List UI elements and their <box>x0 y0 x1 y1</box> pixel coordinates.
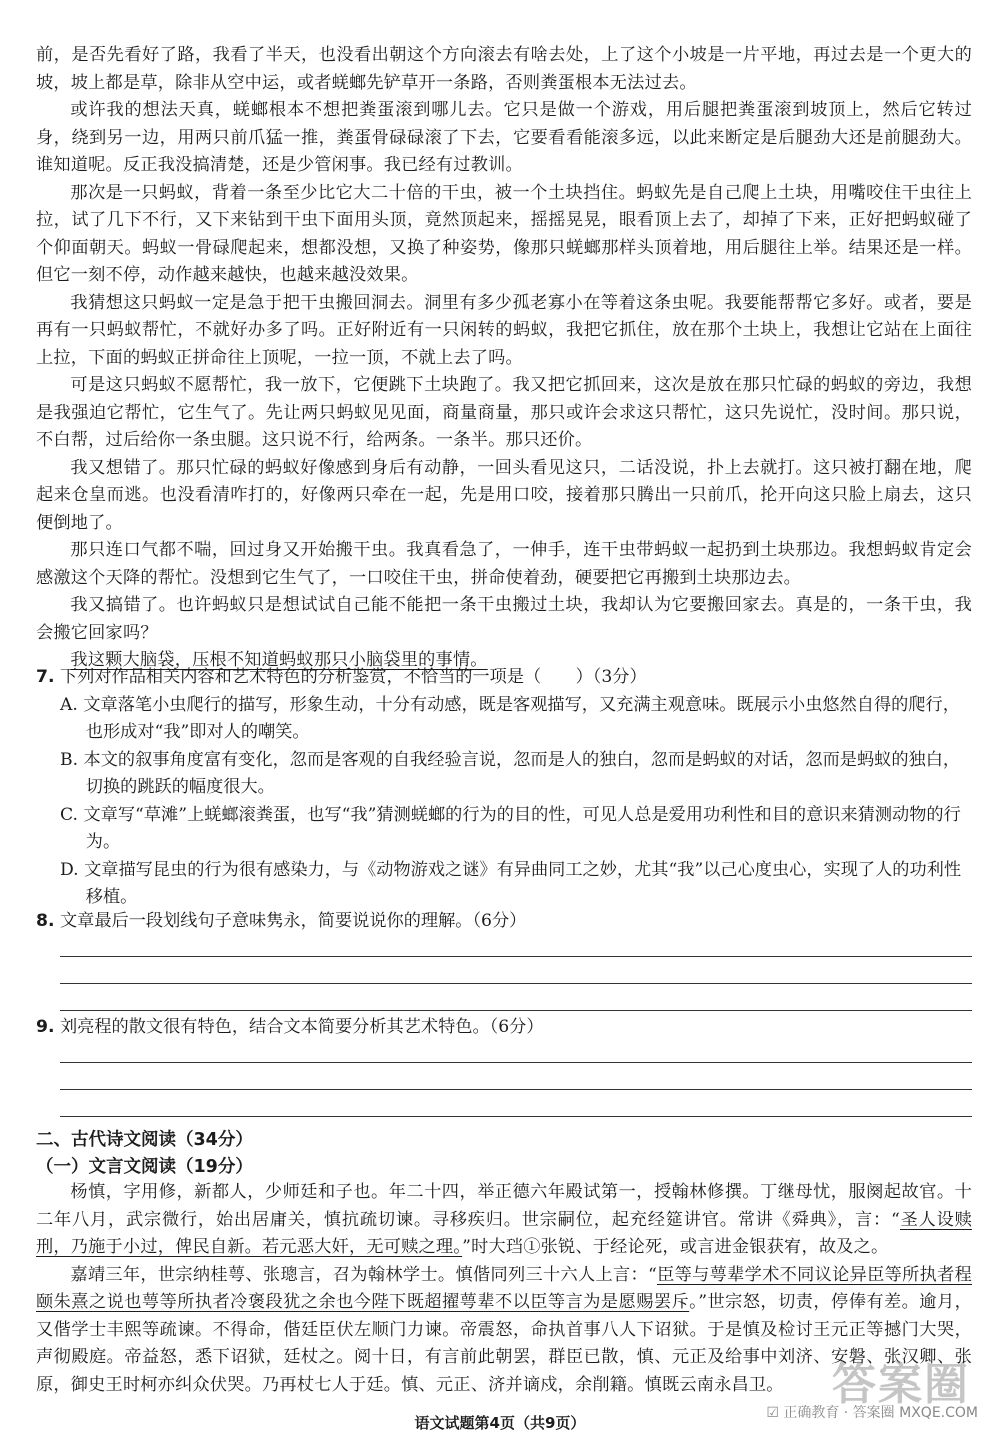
passage-paragraph: 那只连口气都不喘，回过身又开始搬干虫。我真看急了，一伸手，连干虫带蚂蚁一起扔到土块那边。我想蚂蚁肯定会感激这个天降的帮忙。没想到它生气了，一口咬住干虫，拼命使着劲，硬要把它再搬到土块那边去。 <box>36 540 972 588</box>
passage-paragraph: 或许我的想法天真，蜣螂根本不想把粪蛋滚到哪儿去。它只是做一个游戏，用后腿把粪蛋滚到坡顶上，然后它转过身，绕到另一边，用两只前爪猛一推，粪蛋骨碌碌滚了下去，它要看看能滚多远，以此来断定是后腿劲大还是前腿劲大。谁知道呢。反正我没搞清楚，还是少管闲事。我已经有过教训。 <box>36 100 972 175</box>
watermark-url: MXQE.COM <box>899 1405 978 1421</box>
question-stem: 下列对作品相关内容和艺术特色的分析鉴赏，不恰当的一项是（ ）（3分） <box>59 667 647 687</box>
question-number: 8. <box>36 911 55 931</box>
question-stem: 文章最后一段划线句子意味隽永，简要说说你的理解。（6分） <box>59 911 527 931</box>
underlined-sentence: 我这颗大脑袋，压根不知道蚂蚁那只小脑袋里的事情。 <box>70 650 488 670</box>
classical-text: ”时大珰①张锐、于经论死，或言进金银获宥，故及之。 <box>462 1237 889 1257</box>
reading-passage <box>36 42 972 675</box>
option-b[interactable]: B. 本文的叙事角度富有变化，忽而是客观的自我经验言说，忽而是人的独白，忽而是蚂蚁的对话，忽而是蚂蚁的独白，切换的跳跃的幅度很大。 <box>60 749 961 797</box>
option-d[interactable]: D. 文章描写昆虫的行为很有感染力，与《动物游戏之谜》有异曲同工之妙，尤其“我”以己心度虫心，实现了人的功利性移植。 <box>60 859 962 907</box>
classical-text: 嘉靖三年，世宗纳桂萼、张璁言，召为翰林学士。慎偕同列三十六人上言：“ <box>70 1264 657 1285</box>
watermark-text: 答案圈 <box>832 1359 970 1410</box>
question-number: 9. <box>36 1017 55 1037</box>
underlined-sentence: 臣等与萼辈学术不同议论异臣等所执者程颐朱熹之说也萼等所执者冷褒段犹之余也今陛下既超擢萼辈不以臣等言为是愿赐罢斥 <box>36 1264 972 1312</box>
answer-line[interactable] <box>60 1116 972 1117</box>
question-stem: 刘亮程的散文很有特色，结合文本简要分析其艺术特色。（6分） <box>59 1017 544 1037</box>
subsection-heading: （一）文言文阅读（19分） <box>36 1157 253 1177</box>
question-number: 7. <box>36 667 55 687</box>
answer-line[interactable] <box>60 1010 972 1011</box>
classical-text: 杨慎，字用修，新都人，少师廷和子也。年二十四，举正德六年殿试第一，授翰林修撰。丁继母忧，服阕起故官。十二年八月，武宗微行，始出居庸关，慎抗疏切谏。寻移疾归。世宗嗣位，起充经筵讲官。常讲《舜典》，言：“ <box>36 1182 972 1230</box>
watermark <box>766 1402 978 1422</box>
watermark-text: ☑ 正确教育 · 答案圈 <box>766 1405 895 1421</box>
underlined-sentence: 圣人设赎刑，乃施于小过，俾民自新。若元恶大奸，无可赎之理。 <box>36 1209 972 1257</box>
passage-paragraph: 那次是一只蚂蚁，背着一条至少比它大二十倍的干虫，被一个土块挡住。蚂蚁先是自己爬上土块，用嘴咬住干虫往上拉，试了几下不行，又下来钻到干虫下面用头顶，竟然顶起来，摇摇晃晃，眼看顶上去了，却掉了下来，正好把蚂蚁碰了个仰面朝天。蚂蚁一骨碌爬起来，想都没想，又换了种姿势，像那只蜣螂那样头顶着地，用后腿往上举。结果还是一样。但它一刻不停，动作越来越快，也越来越没效果。 <box>36 182 972 285</box>
answer-line[interactable] <box>60 983 972 984</box>
question-7 <box>36 664 972 912</box>
passage-paragraph: 我又搞错了。也许蚂蚁只是想试试自己能不能把一条干虫搬过土块，我却认为它要搬回家去。真是的，一条干虫，我会搬它回家吗？ <box>36 595 972 643</box>
question-9 <box>36 1014 972 1042</box>
answer-line[interactable] <box>60 956 972 957</box>
passage-paragraph: 前，是否先看好了路，我看了半天，也没看出朝这个方向滚去有啥去处，上了这个小坡是一片平地，再过去是一个更大的坡，坡上都是草，除非从空中运，或者蜣螂先铲草开一条路，否则粪蛋根本无法过去。 <box>36 45 972 93</box>
section-heading: 二、古代诗文阅读（34分） <box>36 1130 253 1150</box>
answer-line[interactable] <box>60 1062 972 1063</box>
classical-text: 。”世宗怒，切责，停俸有差。逾月，又偕学士丰熙等疏谏。不得命，偕廷臣伏左顺门力谏。帝震怒，命执首事八人下诏狱。于是慎及检讨王元正等撼门大哭，声彻殿庭。帝益怒，悉下诏狱，廷杖之。阅十日，有言前此朝罢，群臣已散，慎、元正及给事中刘济、安磐、张汉卿、张原，御史王时柯亦纠众伏哭。乃再杖七人于廷。慎、元正、济并谪戍，余削籍。慎既云南永昌卫。 <box>36 1292 973 1395</box>
passage-paragraph: 可是这只蚂蚁不愿帮忙，我一放下，它便跳下土块跑了。我又把它抓回来，这次是放在那只忙碌的蚂蚁的旁边，我想是我强迫它帮忙，它生气了。先让两只蚂蚁见见面，商量商量，那只或许会求这只帮忙，这只先说忙，没时间。那只说，不白帮，过后给你一条虫腿。这只说不行，给两条。一条半。那只还价。 <box>36 375 972 450</box>
page-footer: 语文试题第4页（共9页） <box>414 1414 586 1432</box>
option-c[interactable]: C. 文章写“草滩”上蜣螂滚粪蛋，也写“我”猜测蜣螂的行为的目的性，可见人总是爱用功利性和目的意识来猜测动物的行为。 <box>60 804 961 852</box>
option-a[interactable]: A. 文章落笔小虫爬行的描写，形象生动，十分有动感，既是客观描写，又充满主观意味。既展示小虫悠然自得的爬行，也形成对“我”即对人的嘲笑。 <box>60 694 960 742</box>
passage-paragraph: 我又想错了。那只忙碌的蚂蚁好像感到身后有动静，一回头看见这只，二话没说，扑上去就打。这只被打翻在地，爬起来仓皇而逃。也没看清咋打的，好像两只牵在一起，先是用口咬，接着那只腾出一只前爪，抡开向这只脸上扇去，这只便倒地了。 <box>36 457 972 533</box>
question-8 <box>36 908 972 936</box>
answer-line[interactable] <box>60 1089 972 1090</box>
passage-paragraph: 我猜想这只蚂蚁一定是急于把干虫搬回洞去。洞里有多少孤老寡小在等着这条虫呢。我要能帮帮它多好。或者，要是再有一只蚂蚁帮忙，不就好办多了吗。正好附近有一只闲转的蚂蚁，我把它抓住，放在那个土块上，我想让它站在上面往上拉，下面的蚂蚁正拼命往上顶呢，一拉一顶，不就上去了吗。 <box>36 292 972 368</box>
